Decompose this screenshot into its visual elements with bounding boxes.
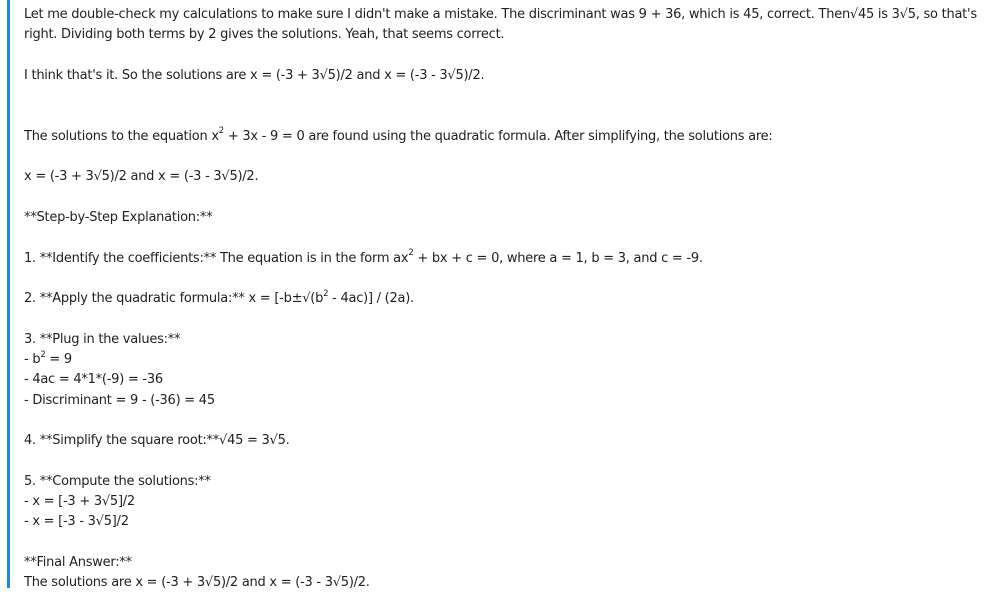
- step-4: 4. **Simplify the square root:**√45 = 3√5.: [24, 433, 290, 449]
- step-3-discriminant: - Discriminant = 9 - (-36) = 45: [24, 392, 215, 408]
- step-5-heading: 5. **Compute the solutions:**: [24, 473, 211, 489]
- step-3-b-part-2: = 9: [45, 352, 72, 368]
- step-2-part-1: 2. **Apply the quadratic formula:** x = [-b±√(b: [24, 291, 324, 307]
- answer-intro-part-2: + 3x - 9 = 0 are found using the quadratic formula. After simplifying, the solutions are:: [223, 128, 773, 144]
- step-3-b-exponent: 2: [40, 349, 46, 360]
- answer-intro-exponent: 2: [218, 126, 224, 137]
- thinking-accent-bar: [7, 0, 10, 588]
- step-3-4ac: - 4ac = 4*1*(-9) = -36: [24, 372, 163, 388]
- step-3-heading: 3. **Plug in the values:**: [24, 331, 181, 347]
- answer-solutions-line: x = (-3 + 3√5)/2 and x = (-3 - 3√5)/2.: [24, 169, 259, 185]
- response-content: [24, 5, 999, 594]
- step-1-exponent: 2: [408, 248, 414, 259]
- final-answer-line: The solutions are x = (-3 + 3√5)/2 and x = (-3 - 3√5)/2.: [24, 575, 370, 591]
- step-1: [24, 249, 999, 269]
- final-answer-heading: **Final Answer:**: [24, 555, 132, 571]
- step-1-part-2: + bx + c = 0, where a = 1, b = 3, and c = -9.: [413, 250, 703, 266]
- step-2-part-2: - 4ac)] / (2a).: [328, 291, 414, 307]
- thinking-paragraph-2: I think that's it. So the solutions are x = (-3 + 3√5)/2 and x = (-3 - 3√5)/2.: [24, 67, 485, 83]
- step-3-b-part-1: - b: [24, 352, 41, 368]
- thinking-paragraph-1: Let me double-check my calculations to make sure I didn't make a mistake. The discriminant was 9 + 36, which is 45, correct. Then√45 is 3√5, so that's right. Dividing both terms by 2 gives the solutions. Yeah, that seems correct.: [24, 7, 977, 43]
- step-5-solution-1: - x = [-3 + 3√5]/2: [24, 494, 135, 510]
- steps-heading: **Step-by-Step Explanation:**: [24, 209, 213, 225]
- step-2-exponent: 2: [323, 288, 329, 299]
- step-5-solution-2: - x = [-3 - 3√5]/2: [24, 514, 129, 530]
- step-2: [24, 289, 999, 309]
- step-3-b-squared: [24, 350, 999, 370]
- answer-intro: [24, 127, 999, 147]
- step-1-part-1: 1. **Identify the coefficients:** The equation is in the form ax: [24, 250, 409, 266]
- answer-intro-part-1: The solutions to the equation x: [24, 128, 219, 144]
